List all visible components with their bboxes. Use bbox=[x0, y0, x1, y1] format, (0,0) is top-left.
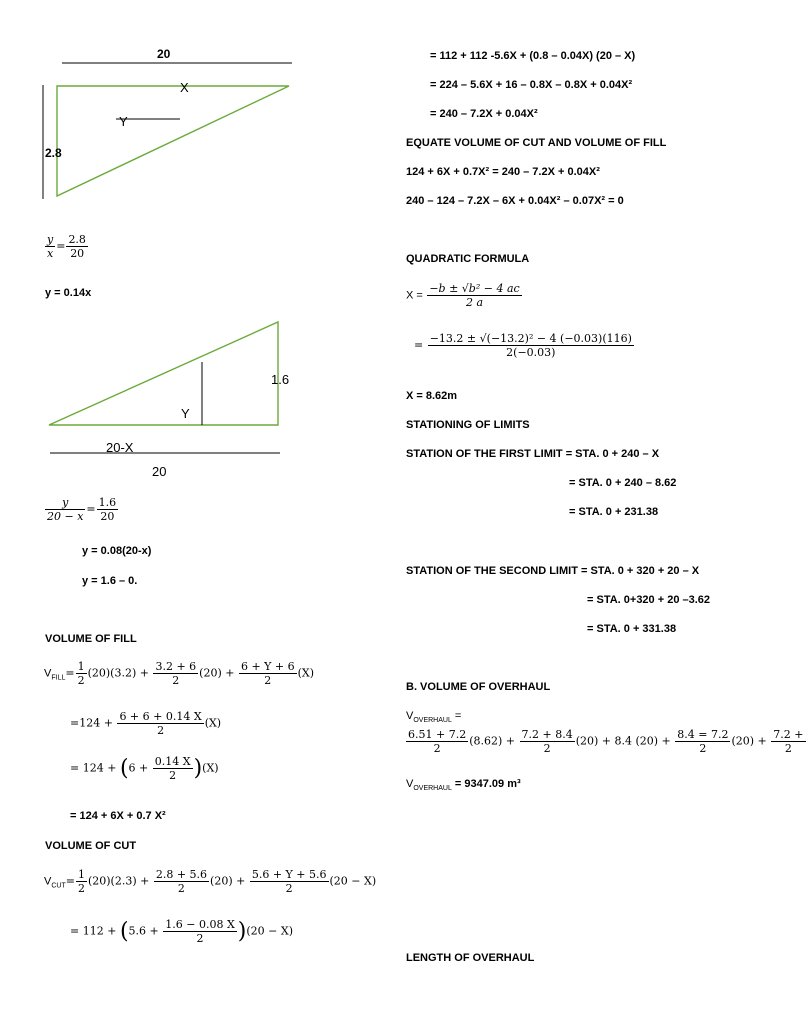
equate-equation: 124 + 6X + 0.7X² = 240 – 7.2X + 0.04X² bbox=[406, 166, 600, 178]
equate-rearranged: 240 – 124 – 7.2X – 6X + 0.04X² – 0.07X² = 0 bbox=[406, 195, 624, 207]
triangle-figure-1 bbox=[36, 55, 306, 215]
station-first-limit-result: = STA. 0 + 231.38 bbox=[569, 506, 659, 518]
ratio-equation-2: $\frac{y}{20 - x}$ = $\frac{1.6}{20}$ bbox=[47, 496, 117, 523]
y-equation-1: y = 0.14x bbox=[45, 287, 92, 299]
vcut-step-2: = 112 + (5.6 + $\frac{1.6 - 0.08 X}{2}$ )(20 − X) bbox=[70, 918, 293, 945]
fig1-y-label: Y bbox=[119, 114, 128, 129]
cut-step-3: = 112 + 112 -5.6X + (0.8 – 0.04X) (20 – X) bbox=[430, 50, 636, 62]
triangle-shape bbox=[57, 86, 289, 196]
station-second-limit: STATION OF THE SECOND LIMIT = STA. 0 + 320 + 20 – X bbox=[406, 565, 700, 577]
triangle-shape-2 bbox=[49, 322, 278, 425]
equate-heading: EQUATE VOLUME OF CUT AND VOLUME OF FILL bbox=[406, 137, 667, 149]
x-result: X = 8.62m bbox=[406, 390, 458, 402]
quadratic-formula: X = $\frac{\text{−b ± √b² − 4 ac}}{2 a}$ bbox=[406, 282, 520, 309]
quadratic-substituted: = $\frac{\text{−13.2 ± √(−13.2)² − 4 (−0.03)(116)}}{2(-0.03)}$ bbox=[414, 332, 632, 359]
overhaul-heading: B. VOLUME OF OVERHAUL bbox=[406, 681, 551, 693]
fig2-bottom-dim: 20 bbox=[152, 464, 167, 479]
station-second-limit-result: = STA. 0 + 331.38 bbox=[587, 623, 677, 635]
station-first-limit-step: = STA. 0 + 240 – 8.62 bbox=[569, 477, 677, 489]
length-overhaul-heading: LENGTH OF OVERHAUL bbox=[406, 952, 535, 964]
quadratic-heading: QUADRATIC FORMULA bbox=[406, 253, 530, 265]
station-second-limit-step: = STA. 0+320 + 20 –3.62 bbox=[587, 594, 711, 606]
ratio-equation-1: $\frac{y}{x}$ = $\frac{2.8}{20}$ bbox=[47, 233, 86, 260]
y-equation-3: y = 1.6 – 0. bbox=[82, 575, 138, 587]
fill-heading: VOLUME OF FILL bbox=[45, 633, 137, 645]
station-first-limit: STATION OF THE FIRST LIMIT = STA. 0 + 240 – X bbox=[406, 448, 660, 460]
fig2-y-label: Y bbox=[181, 406, 190, 421]
overhaul-equation: $\frac{6.51 + 7.2}{2}$ (8.62) + $\frac{7.2 + 8.4}{2}$ (20) + 8.4 (20) + $\frac{8.4 = 7.2}{2}$ (20) + $\frac{7.2 +}{2}$ bbox=[408, 728, 804, 755]
vcut-equation: $V_{CUT}=$ $\frac{1}{2}$ (20)(2.3) + $\frac{2.8 + 5.6}{2}$ (20) + $\frac{5.6 + Y + 5.6}{2}$ (20 − X) bbox=[44, 868, 377, 895]
vfill-step-2: =124 + $\frac{6 + 6 + 0.14 X}{2}$ (X) bbox=[70, 710, 222, 737]
cut-heading: VOLUME OF CUT bbox=[45, 840, 137, 852]
fig1-x-label: X bbox=[180, 80, 189, 95]
fig2-right-dim: 1.6 bbox=[271, 372, 290, 387]
fig1-top-dim: 20 bbox=[157, 47, 171, 61]
triangle-figure-2 bbox=[40, 316, 300, 461]
stationing-heading: STATIONING OF LIMITS bbox=[406, 419, 530, 431]
overhaul-result: $V_{OVERHAUL} = 9347.09$ m³ bbox=[406, 778, 521, 793]
vfill-equation: $V_{FILL}=$ $\frac{1}{2}$ (20)(3.2) + $\frac{3.2 + 6}{2}$ (20) + $\frac{6 + Y + 6}{2}$ (X) bbox=[44, 660, 315, 687]
overhaul-lhs: $V_{OVERHAUL}$ = bbox=[406, 710, 462, 725]
vfill-step-3: = 124 + (6 + $\frac{0.14 X}{2}$ )(X) bbox=[70, 755, 219, 782]
cut-step-4: = 224 – 5.6X + 16 – 0.8X – 0.8X + 0.04X² bbox=[430, 79, 633, 91]
fig2-base-dim: 20-X bbox=[106, 440, 134, 455]
fig1-side-dim: 2.8 bbox=[45, 146, 62, 160]
cut-result: = 240 – 7.2X + 0.04X² bbox=[430, 108, 538, 120]
y-equation-2: y = 0.08(20-x) bbox=[82, 545, 152, 557]
vfill-result: = 124 + 6X + 0.7 X² bbox=[70, 810, 166, 822]
